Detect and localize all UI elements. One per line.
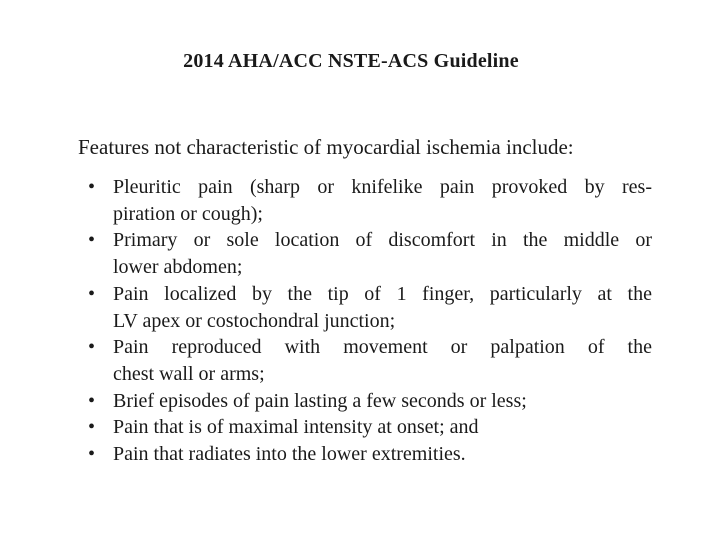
- text-line: chest wall or arms;: [113, 362, 265, 385]
- list-item: [78, 441, 652, 468]
- list-item-text: [113, 334, 652, 387]
- bullet-icon: •: [88, 416, 96, 439]
- text-line: Pleuritic pain (sharp or knifelike pain provoked by res-: [113, 176, 652, 198]
- text-line: Pain that radiates into the lower extremities.: [113, 443, 466, 466]
- text-line: Pain reproduced with movement or palpation of the: [113, 336, 652, 359]
- bullet-icon: •: [88, 336, 96, 359]
- section-heading: Features not characteristic of myocardial ischemia include:: [78, 135, 574, 159]
- list-item-text: [113, 281, 652, 334]
- bullet-icon: •: [88, 282, 96, 305]
- list-item-text: [113, 414, 652, 441]
- list-item: [78, 414, 652, 441]
- text-line: Primary or sole location of discomfort in the middle or: [113, 229, 652, 252]
- list-item: [78, 388, 652, 415]
- bullet-icon: •: [88, 389, 96, 412]
- bullet-icon: •: [88, 176, 96, 198]
- text-line: piration or cough);: [113, 202, 263, 225]
- bullet-icon: •: [88, 229, 96, 252]
- list-item-text: [113, 227, 652, 280]
- list-item: [78, 174, 652, 227]
- slide-title: 2014 AHA/ACC NSTE-ACS Guideline: [183, 50, 519, 72]
- text-line: Pain that is of maximal intensity at onset; and: [113, 416, 479, 439]
- list-item: [78, 281, 652, 334]
- bullet-icon: •: [88, 443, 96, 466]
- text-line: LV apex or costochondral junction;: [113, 309, 396, 332]
- list-item: [78, 227, 652, 280]
- list-item: [78, 334, 652, 387]
- list-item-text: [113, 174, 652, 227]
- text-line: Pain localized by the tip of 1 finger, particularly at the: [113, 282, 652, 305]
- text-line: Brief episodes of pain lasting a few seconds or less;: [113, 389, 527, 412]
- bullet-list: [78, 174, 652, 468]
- list-item-text: [113, 441, 652, 468]
- list-item-text: [113, 388, 652, 415]
- text-line: lower abdomen;: [113, 256, 243, 279]
